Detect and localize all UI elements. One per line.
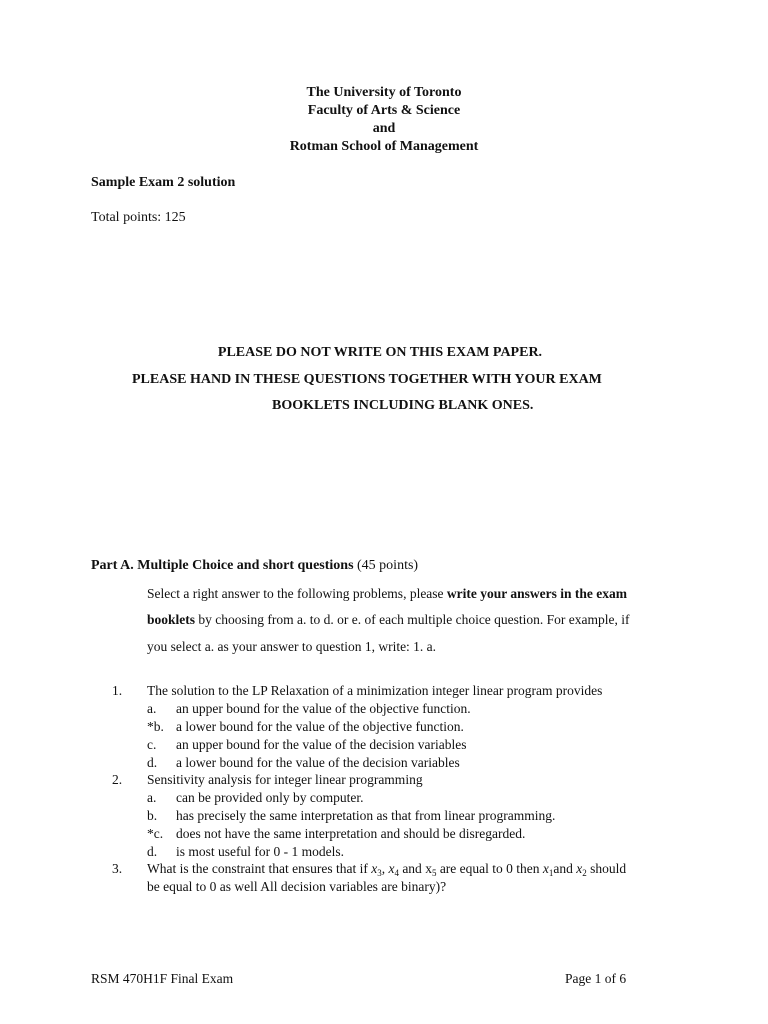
question-number: 1. bbox=[112, 683, 123, 698]
option-text: an upper bound for the value of the decision variables bbox=[176, 737, 467, 752]
instructions-line-3: you select a. as your answer to question 1, write: 1. a. bbox=[147, 639, 437, 654]
question-text: The solution to the LP Relaxation of a minimization integer linear program provides bbox=[147, 683, 603, 698]
question-2 bbox=[0, 771, 768, 861]
instructions-line-1 bbox=[147, 585, 627, 603]
faculty-name: Faculty of Arts & Science bbox=[307, 103, 461, 118]
footer-exam-code: RSM 470H1F Final Exam bbox=[91, 971, 234, 986]
question-number: 2. bbox=[112, 772, 123, 787]
option-label: *c. bbox=[147, 826, 164, 841]
option-label: d. bbox=[147, 755, 158, 770]
instructions-emphasis-2: booklets bbox=[147, 612, 196, 627]
option-text: is most useful for 0 - 1 models. bbox=[176, 844, 344, 859]
option-text: an upper bound for the value of the objective function. bbox=[176, 701, 471, 716]
option-label: d. bbox=[147, 844, 158, 859]
part-a-points: (45 points) bbox=[357, 558, 419, 573]
university-name: The University of Toronto bbox=[306, 85, 462, 100]
instructions-line-2 bbox=[147, 611, 630, 629]
exam-title: Sample Exam 2 solution bbox=[91, 175, 236, 190]
option-text: has precisely the same interpretation as that from linear programming. bbox=[176, 808, 556, 823]
header-and: and bbox=[372, 121, 396, 136]
option-label: a. bbox=[147, 790, 157, 805]
option-text: a lower bound for the value of the objective function. bbox=[176, 719, 464, 734]
option-text: a lower bound for the value of the decision variables bbox=[176, 755, 460, 770]
option-label: b. bbox=[147, 808, 158, 823]
instructions-text-2: by choosing from a. to d. or e. of each multiple choice question. For example, if bbox=[195, 612, 630, 627]
option-label: a. bbox=[147, 701, 157, 716]
question-number: 3. bbox=[112, 861, 123, 876]
notice-line-2: PLEASE HAND IN THESE QUESTIONS TOGETHER WITH YOUR EXAM bbox=[132, 372, 602, 387]
instructions-emphasis: write your answers in the exam bbox=[446, 586, 628, 601]
total-points: Total points: 125 bbox=[91, 210, 186, 225]
instructions-text: Select a right answer to the following problems, please bbox=[147, 586, 447, 601]
question-text: Sensitivity analysis for integer linear programming bbox=[147, 772, 423, 787]
question-3 bbox=[0, 860, 768, 900]
option-text: can be provided only by computer. bbox=[176, 790, 364, 805]
school-name: Rotman School of Management bbox=[289, 139, 479, 154]
question-text-line-2: be equal to 0 as well All decision variables are binary)? bbox=[147, 879, 447, 894]
part-a-title: Part A. Multiple Choice and short questions bbox=[91, 558, 354, 573]
notice-line-1: PLEASE DO NOT WRITE ON THIS EXAM PAPER. bbox=[217, 345, 543, 360]
notice-line-3: BOOKLETS INCLUDING BLANK ONES. bbox=[272, 398, 534, 413]
option-label: c. bbox=[147, 737, 157, 752]
question-1 bbox=[0, 682, 768, 772]
part-a-heading bbox=[91, 557, 418, 575]
question-text: What is the constraint that ensures that if $x_3$, $x_4$ and $x_5$ are equal to 0 then $x_1and$ $x_2$ should bbox=[147, 861, 627, 878]
footer-page-number: Page 1 of 6 bbox=[565, 971, 627, 986]
option-text: does not have the same interpretation and should be disregarded. bbox=[176, 826, 526, 841]
option-label: *b. bbox=[147, 719, 164, 734]
